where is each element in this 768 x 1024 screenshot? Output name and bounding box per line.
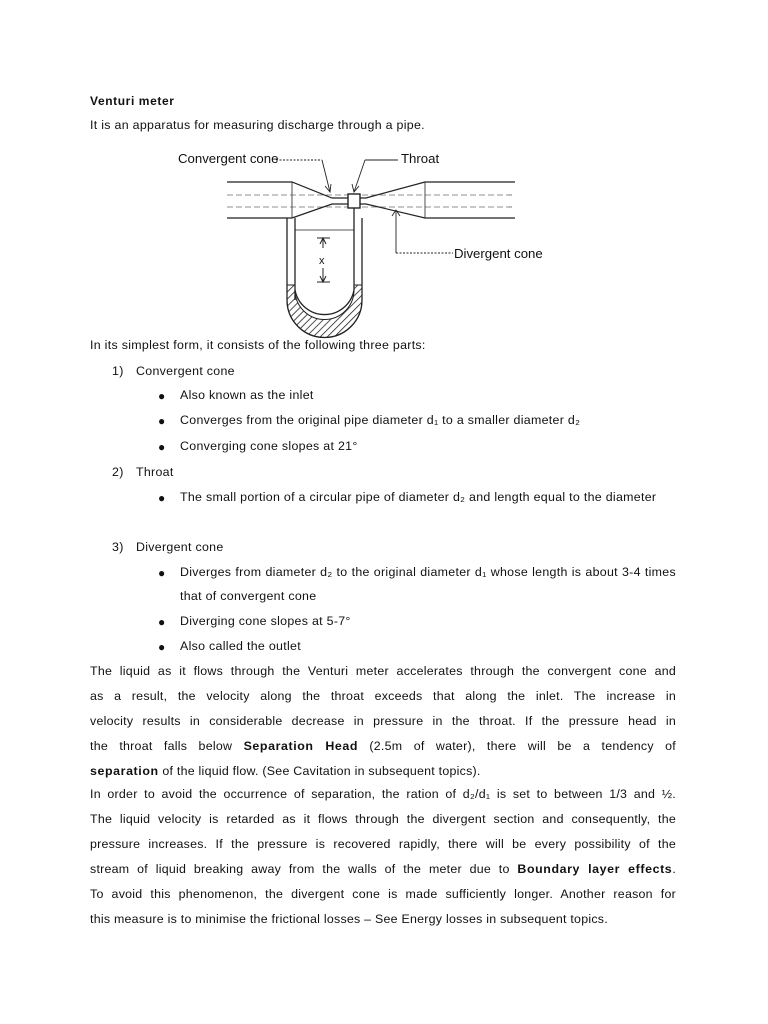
text-run: (2.5m of water), there will be a tendency of — [358, 739, 676, 753]
bullet-icon: ● — [158, 566, 166, 580]
paragraph-line-5 — [90, 759, 676, 784]
paragraph-line: To avoid this phenomenon, the divergent cone is made sufficiently longer. Another reason for — [90, 887, 676, 901]
label-convergent-cone: Convergent cone — [178, 151, 279, 166]
label-leaders — [276, 160, 453, 253]
bullet-text: The small portion of a circular pipe of diameter d₂ and length equal to the diameter — [180, 490, 657, 504]
paragraph-line: this measure is to minimise the frictional losses – See Energy losses in subsequent topics. — [90, 912, 608, 926]
part-number: 3) — [112, 540, 124, 554]
mercury-fill — [287, 285, 362, 337]
paragraph-line: The liquid velocity is retarded as it flows through the divergent section and consequently, the — [90, 812, 676, 826]
boundary-layer-term: Boundary layer effects — [517, 862, 673, 876]
bullet-icon: ● — [158, 389, 166, 403]
paragraph-line: The liquid as it flows through the Venturi meter accelerates through the convergent cone and — [90, 664, 676, 678]
x-label: x — [319, 255, 325, 267]
part-title: Divergent cone — [136, 540, 224, 554]
bullet-text: Diverges from diameter d₂ to the original diameter d₁ whose length is about 3-4 times that of convergent cone — [180, 565, 676, 603]
section-heading: Venturi meter — [90, 94, 175, 108]
bullet-icon: ● — [158, 615, 166, 629]
paragraph-line: as a result, the velocity along the throat exceeds that along the inlet. The increase in — [90, 689, 676, 703]
bullet-icon: ● — [158, 414, 166, 428]
bullet-text: Converges from the original pipe diameter d₁ to a smaller diameter d₂ — [180, 413, 581, 427]
venturi-meter-diagram — [170, 140, 543, 340]
bullet-icon: ● — [158, 491, 166, 505]
paragraph-line: In order to avoid the occurrence of separation, the ration of d₂/d₁ is set to between 1/3 and ½. — [90, 787, 676, 801]
bullet-text: Also called the outlet — [180, 639, 301, 653]
part-title: Throat — [136, 465, 174, 479]
text-run: the throat falls below — [90, 739, 244, 753]
paragraph-line-4 — [90, 734, 676, 759]
text-run: of the liquid flow. (See Cavitation in subsequent topics). — [158, 764, 481, 778]
bullet-icon: ● — [158, 640, 166, 654]
paragraph-line: velocity results in considerable decrease in pressure in the throat. If the pressure head in — [90, 714, 676, 728]
paragraph-line: pressure increases. If the pressure is recovered rapidly, there will be every possibility of the — [90, 837, 676, 851]
pipe-outline — [227, 182, 515, 218]
label-divergent-cone: Divergent cone — [454, 246, 543, 261]
text-run: stream of liquid breaking away from the walls of the meter due to — [90, 862, 518, 876]
throat-tap — [348, 194, 360, 208]
part-number: 1) — [112, 364, 124, 378]
paragraph-2 — [90, 782, 676, 932]
part-number: 2) — [112, 465, 124, 479]
bullet-icon: ● — [158, 440, 166, 454]
bullet-text: Diverging cone slopes at 5-7° — [180, 614, 351, 628]
label-throat: Throat — [401, 151, 440, 166]
separation-head-term: Separation Head — [243, 739, 359, 753]
bullet-text: Converging cone slopes at 21° — [180, 439, 358, 453]
separation-term: separation — [90, 764, 159, 778]
paragraph-line-4 — [90, 857, 676, 882]
paragraph-1 — [90, 659, 676, 784]
part-title: Convergent cone — [136, 364, 235, 378]
parts-lead: In its simplest form, it consists of the following three parts: — [90, 338, 426, 352]
intro-text: It is an apparatus for measuring discharge through a pipe. — [90, 118, 425, 132]
bullet-text: Also known as the inlet — [180, 388, 314, 402]
text-run: . — [672, 862, 677, 876]
